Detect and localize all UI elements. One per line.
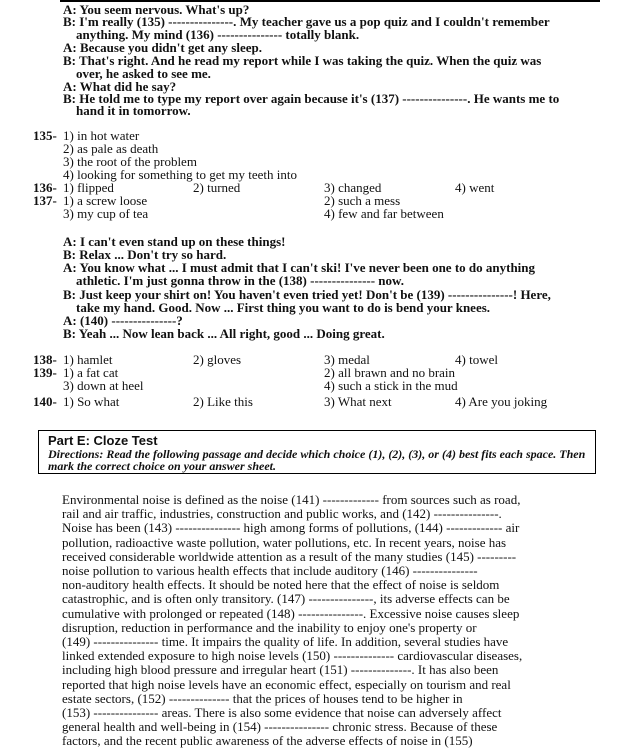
answer-option[interactable]: 4) went xyxy=(455,180,495,195)
question-number: 138- xyxy=(33,352,57,367)
passage-line: linked extended exposure to high noise levels (150) -------------- cardiovascular diseases, xyxy=(62,648,523,664)
passage-line: (153) --------------- areas. There is also some evidence that noise can adversely affect xyxy=(62,705,502,721)
dialog-line: B: That's right. And he read my report while I was taking the quiz. When the quiz was xyxy=(63,53,542,68)
dialog-line: B: He told me to type my report over again because it's (137) ---------------. He wants me to xyxy=(63,91,560,106)
passage-line: non-auditory health effects. It should be noted here that the effect of noise is seldom xyxy=(62,577,500,593)
passage-line: factors, and the recent public awareness of the adverse effects of noise in (155) xyxy=(62,733,473,749)
passage-line: cumulative with prolonged or repeated (148) ---------------. Excessive noise causes sleep xyxy=(62,605,520,621)
answer-option[interactable]: 2) gloves xyxy=(193,352,242,367)
answer-option[interactable]: 3) my cup of tea xyxy=(63,206,149,221)
part-e-directions: Directions: Read the following passage and decide which choice (1), (2), (3), or (4) best fits each space. Then mark the correct choice on your answer sheet. xyxy=(48,447,586,473)
dialog-line: B: I'm really (135) ---------------. My teacher gave us a pop quiz and I couldn't remember xyxy=(63,14,550,29)
question-number: 140- xyxy=(33,394,57,409)
passage-line: catastrophic, and is often only transitory. (147) ---------------, its adverse effects can be xyxy=(62,591,510,607)
answer-option[interactable]: 3) What next xyxy=(324,394,392,409)
answer-option[interactable]: 4) few and far between xyxy=(324,206,444,221)
answer-option[interactable]: 4) looking for something to get my teeth into xyxy=(63,167,297,182)
passage-line: pollution, radioactive waste pollution, water pollutions, etc. In recent years, noise has xyxy=(62,534,507,550)
part-e-title: Part E: Cloze Test xyxy=(48,433,158,448)
dialog-line: over, he asked to see me. xyxy=(63,66,211,81)
answer-option[interactable]: 2) Like this xyxy=(193,394,253,409)
question-number: 136- xyxy=(33,180,57,195)
cloze-passage xyxy=(62,493,596,749)
answer-option[interactable]: 2) such a mess xyxy=(324,193,401,208)
answer-option[interactable]: 1) flipped xyxy=(63,180,114,195)
passage-line: rail and air traffic, industries, construction and public works, and (142) ---------------. xyxy=(62,506,502,522)
dialog-line: take my hand. Good. Now ... First thing you want to do is bend your knees. xyxy=(63,300,491,315)
passage-line: general health and well-being in (154) --------------- chronic stress. Because of these xyxy=(62,719,498,735)
answer-option[interactable]: 2) all brawn and no brain xyxy=(324,365,456,380)
answer-option[interactable]: 3) down at heel xyxy=(63,378,144,393)
dialog-line: anything. My mind (136) --------------- totally blank. xyxy=(63,27,360,42)
question-number: 135- xyxy=(33,128,57,143)
passage-line: estate sectors, (152) -------------- that the prices of houses tend to be higher in xyxy=(62,690,463,706)
answer-option[interactable]: 4) such a stick in the mud xyxy=(324,378,458,393)
passage-line: (149) --------------- time. It impairs the quality of life. In addition, several studies have xyxy=(62,634,509,650)
answer-option[interactable]: 3) the root of the problem xyxy=(63,154,197,169)
answer-option[interactable]: 1) a fat cat xyxy=(63,365,119,380)
dialog-line: athletic. I'm just gonna throw in the (138) --------------- now. xyxy=(63,273,404,288)
answer-option[interactable]: 4) Are you joking xyxy=(455,394,548,409)
passage-line: disruption, reduction in performance and the inability to enjoy one's property or xyxy=(62,619,477,635)
passage-line: received considerable worldwide attention as a result of the many studies (145) --------- xyxy=(62,548,517,564)
passage-line: noise pollution to various health effects that include auditory (146) --------------- xyxy=(62,563,478,579)
answer-option[interactable]: 3) changed xyxy=(324,180,382,195)
passage-line: Noise has been (143) --------------- high among forms of pollutions, (144) ------------- air xyxy=(62,520,520,536)
answer-option[interactable]: 4) towel xyxy=(455,352,498,367)
dialog-line: hand it in tomorrow. xyxy=(63,103,191,118)
answer-option[interactable]: 1) a screw loose xyxy=(63,193,148,208)
dialog-line: B: Relax ... Don't try so hard. xyxy=(63,247,227,262)
passage-line: Environmental noise is defined as the noise (141) ------------- from sources such as road, xyxy=(62,492,521,507)
question-number: 137- xyxy=(33,193,57,208)
dialog-line: B: Yeah ... Now lean back ... All right, good ... Doing great. xyxy=(63,326,385,341)
dialog-line: B: Just keep your shirt on! You haven't even tried yet! Don't be (139) ---------------! Here, xyxy=(63,287,551,302)
answer-option[interactable]: 1) in hot water xyxy=(63,128,140,143)
dialog-line: A: I can't even stand up on these things! xyxy=(63,234,286,249)
answer-option[interactable]: 1) So what xyxy=(63,394,120,409)
answer-option[interactable]: 1) hamlet xyxy=(63,352,113,367)
passage-line: including high blood pressure and irregular heart (151) --------------. It has also been xyxy=(62,662,499,678)
question-number: 139- xyxy=(33,365,57,380)
dialog-line: A: (140) ---------------? xyxy=(63,313,183,328)
dialog-line: A: You seem nervous. What's up? xyxy=(63,2,250,17)
answer-option[interactable]: 3) medal xyxy=(324,352,370,367)
answer-option[interactable]: 2) as pale as death xyxy=(63,141,159,156)
dialog-line: A: Because you didn't get any sleep. xyxy=(63,40,262,55)
dialog-line: A: You know what ... I must admit that I can't ski! I've never been one to do anything xyxy=(63,260,536,275)
dialog-line: A: What did he say? xyxy=(63,79,177,94)
passage-line: reported that high noise levels have an economic effect, especially on tourism and real xyxy=(62,676,511,692)
answer-option[interactable]: 2) turned xyxy=(193,180,241,195)
